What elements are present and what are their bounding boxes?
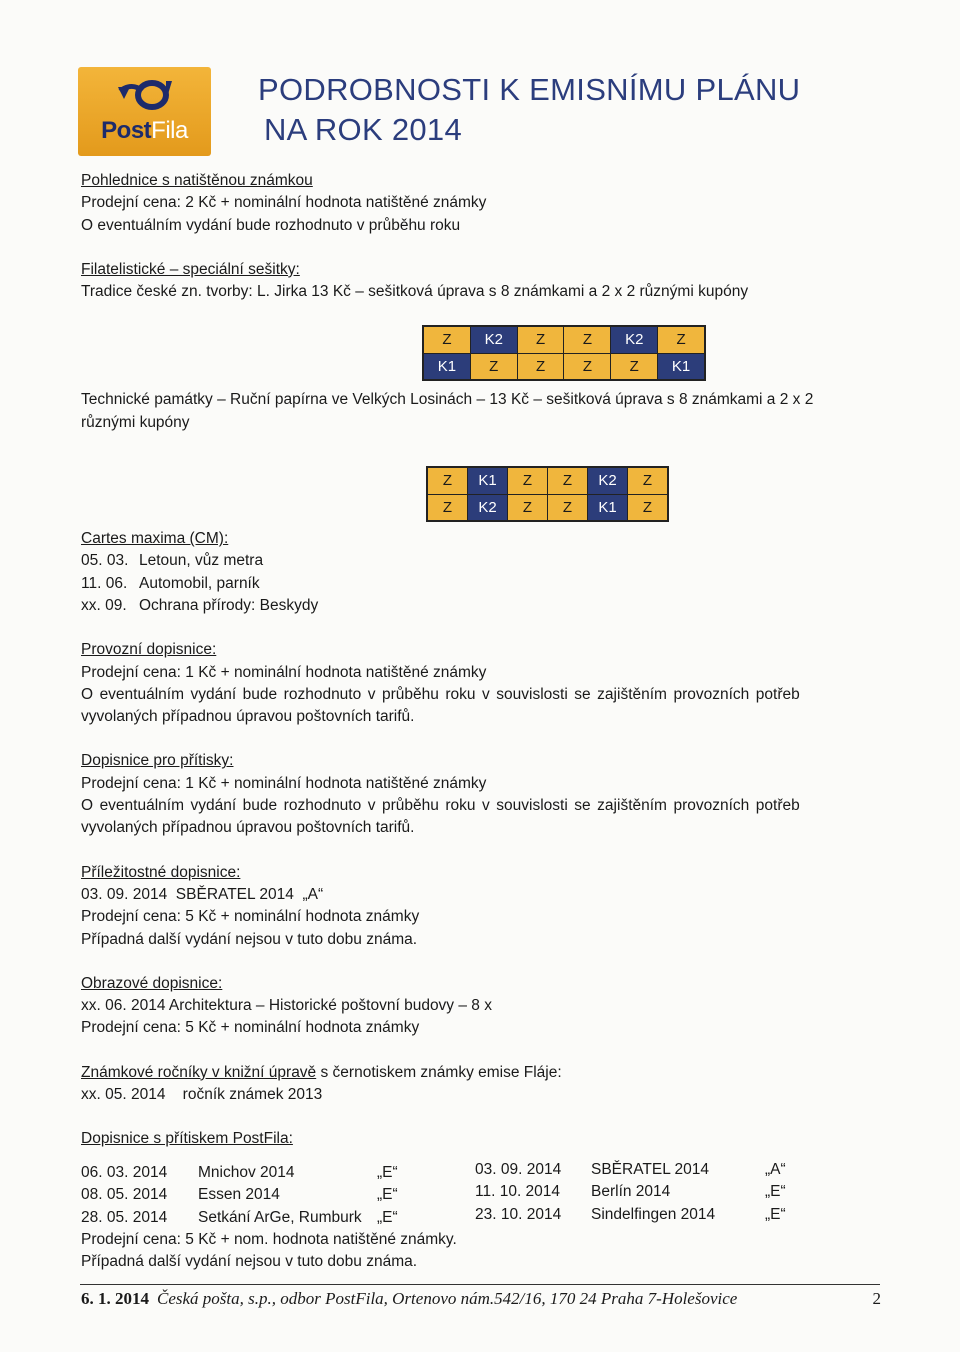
cm-text: Letoun, vůz metra xyxy=(139,552,264,570)
booklet-cell-kupon: K2 xyxy=(588,468,627,494)
booklet-cell-kupon: K1 xyxy=(424,354,470,380)
table-row xyxy=(475,1159,805,1181)
booklet-layout-grid-1 xyxy=(422,325,706,381)
cm-date: 05. 03. xyxy=(81,552,129,570)
pritiskem-table-right xyxy=(475,1159,805,1226)
booklet-cell: Z xyxy=(508,468,547,494)
booklet-cell: Z xyxy=(508,495,547,521)
pritiskem-table-left xyxy=(81,1162,471,1273)
cm-date: 11. 06. xyxy=(81,574,128,592)
page-number: 2 xyxy=(872,1289,881,1308)
booklet-cell: Z xyxy=(424,327,470,353)
pritiskem-price: Prodejní cena: 5 Kč + nom. hodnota natištěné známky. xyxy=(81,1230,457,1248)
provozni-note-line-2: vyvolaných případnou úpravou poštovních tarifů. xyxy=(81,708,415,726)
footer-date: 6. 1. 2014 xyxy=(81,1289,149,1308)
main-content xyxy=(81,170,881,1151)
booklet-cell-kupon: K1 xyxy=(658,354,704,380)
cm-row xyxy=(81,573,881,595)
pohlednice-price: Prodejní cena: 2 Kč + nominální hodnota natištěné známky xyxy=(81,194,487,212)
booklet-cell: Z xyxy=(658,327,704,353)
row-date: 06. 03. 2014 xyxy=(81,1164,168,1181)
pritisky-note-line-1 xyxy=(81,795,881,817)
row-code: „E“ xyxy=(377,1186,398,1204)
booklet-cell-kupon: K1 xyxy=(588,495,627,521)
section-heading-cm: Cartes maxima (CM): xyxy=(81,530,229,548)
obrazove-line: xx. 06. 2014 Architektura – Historické poštovní budovy – 8 x xyxy=(81,997,492,1015)
table-row xyxy=(81,1162,471,1184)
booklet-cell: Z xyxy=(628,495,667,521)
row-name: Mnichov 2014 xyxy=(198,1164,295,1181)
booklet-cell-kupon: K2 xyxy=(611,327,657,353)
booklet-cell-kupon: K2 xyxy=(468,495,507,521)
pritisky-price: Prodejní cena: 1 Kč + nominální hodnota natištěné známky xyxy=(81,774,487,792)
logo-fila: Fila xyxy=(151,117,188,144)
booklet-cell-kupon: K2 xyxy=(471,327,517,353)
section-heading-pritiskem: Dopisnice s přítiskem PostFila: xyxy=(81,1130,293,1148)
row-date: 08. 05. 2014 xyxy=(81,1186,168,1204)
prilezitostne-line: Prodejní cena: 5 Kč + nominální hodnota známky xyxy=(81,908,420,926)
booklet-cell: Z xyxy=(428,495,467,521)
page-title xyxy=(258,70,800,150)
row-name: SBĚRATEL 2014 xyxy=(591,1161,710,1178)
logo-wordmark xyxy=(78,117,211,145)
prilezitostne-line: Případná další vydání nejsou v tuto dobu známa. xyxy=(81,930,418,948)
booklet-cell: Z xyxy=(564,327,610,353)
post-horn-icon xyxy=(114,77,176,117)
title-line-2: NA ROK 2014 xyxy=(264,112,463,147)
booklet-cell: Z xyxy=(518,327,564,353)
pohlednice-note: O eventuálním vydání bude rozhodnuto v průběhu roku xyxy=(81,216,461,234)
table-row xyxy=(475,1204,805,1226)
row-name: Essen 2014 xyxy=(198,1186,280,1204)
cm-text: Automobil, parník xyxy=(139,574,260,592)
section-heading-obrazove: Obrazové dopisnice: xyxy=(81,974,223,992)
row-code: „E“ xyxy=(765,1205,786,1223)
provozni-price: Prodejní cena: 1 Kč + nominální hodnota natištěné známky xyxy=(81,663,487,681)
section-heading-provozni: Provozní dopisnice: xyxy=(81,641,217,659)
provozni-note-text: O eventuálním vydání bude rozhodnuto v průběhu roku v souvislosti se zajištěním provozních potřeb xyxy=(81,685,800,703)
booklet-cell: Z xyxy=(428,468,467,494)
booklet-cell: Z xyxy=(471,354,517,380)
table-row xyxy=(81,1207,471,1229)
obrazove-line: Prodejní cena: 5 Kč + nominální hodnota známky xyxy=(81,1019,420,1037)
booklet-cell: Z xyxy=(611,354,657,380)
booklet-cell: Z xyxy=(548,495,587,521)
prilezitostne-line: 03. 09. 2014 SBĚRATEL 2014 „A“ xyxy=(81,885,324,903)
booklet-cell: Z xyxy=(628,468,667,494)
title-line-1: PODROBNOSTI K EMISNÍMU PLÁNU xyxy=(258,72,801,107)
booklet-cell-kupon: K1 xyxy=(468,468,507,494)
logo-post: Post xyxy=(101,117,152,144)
footer-divider xyxy=(80,1284,880,1285)
sesitek-item-2-line-2: různými kupóny xyxy=(81,413,190,431)
row-code: „E“ xyxy=(377,1208,398,1226)
section-heading-sesitky: Filatelistické – speciální sešitky: xyxy=(81,260,300,278)
cm-text: Ochrana přírody: Beskydy xyxy=(139,596,319,614)
sesitek-item-1: Tradice české zn. tvorby: L. Jirka 13 Kč – sešitková úprava s 8 známkami a 2 x 2 různými kupóny xyxy=(81,283,749,301)
rocniky-heading-row xyxy=(81,1062,881,1084)
rocniky-line: xx. 05. 2014 ročník známek 2013 xyxy=(81,1086,323,1104)
row-name: Berlín 2014 xyxy=(591,1183,671,1201)
sesitek-item-2-line-1: Technické památky – Ruční papírna ve Velkých Losinách – 13 Kč – sešitková úprava s 8 známkami a 2 x 2 xyxy=(81,391,814,409)
row-code: „E“ xyxy=(377,1164,398,1181)
booklet-cell: Z xyxy=(548,468,587,494)
cm-row xyxy=(81,595,881,617)
pritisky-note-line-2: vyvolaných případnou úpravou poštovních tarifů. xyxy=(81,819,415,837)
rocniky-heading-rest: s černotiskem známky emise Fláje: xyxy=(316,1063,562,1081)
row-date: 28. 05. 2014 xyxy=(81,1208,168,1226)
row-code: „E“ xyxy=(765,1183,786,1201)
table-row xyxy=(475,1181,805,1203)
row-date: 11. 10. 2014 xyxy=(475,1183,561,1201)
pritisky-note-text: O eventuálním vydání bude rozhodnuto v průběhu roku v souvislosti se zajištěním provozních potřeb xyxy=(81,797,800,815)
pritiskem-note: Případná další vydání nejsou v tuto dobu známa. xyxy=(81,1253,418,1271)
footer-address: Česká pošta, s.p., odbor PostFila, Ortenovo nám.542/16, 170 24 Praha 7-Holešovice xyxy=(157,1289,738,1308)
page-footer xyxy=(81,1289,881,1309)
postfila-logo xyxy=(78,67,211,156)
section-heading-pritisky: Dopisnice pro přítisky: xyxy=(81,752,234,770)
cm-date: xx. 09. xyxy=(81,596,127,614)
section-heading-rocniky: Známkové ročníky v knižní úpravě xyxy=(81,1063,317,1081)
booklet-cell: Z xyxy=(564,354,610,380)
section-heading-pohlednice: Pohlednice s natištěnou známkou xyxy=(81,172,313,189)
row-date: 03. 09. 2014 xyxy=(475,1161,562,1178)
booklet-layout-grid-2 xyxy=(426,466,669,522)
table-row xyxy=(81,1184,471,1206)
row-date: 23. 10. 2014 xyxy=(475,1205,562,1223)
cm-row xyxy=(81,550,881,572)
provozni-note-line-1 xyxy=(81,684,881,706)
row-code: „A“ xyxy=(765,1161,786,1178)
booklet-cell: Z xyxy=(518,354,564,380)
row-name: Sindelfingen 2014 xyxy=(591,1205,716,1223)
section-heading-prilezitostne: Příležitostné dopisnice: xyxy=(81,863,241,881)
row-name: Setkání ArGe, Rumburk xyxy=(198,1208,362,1226)
